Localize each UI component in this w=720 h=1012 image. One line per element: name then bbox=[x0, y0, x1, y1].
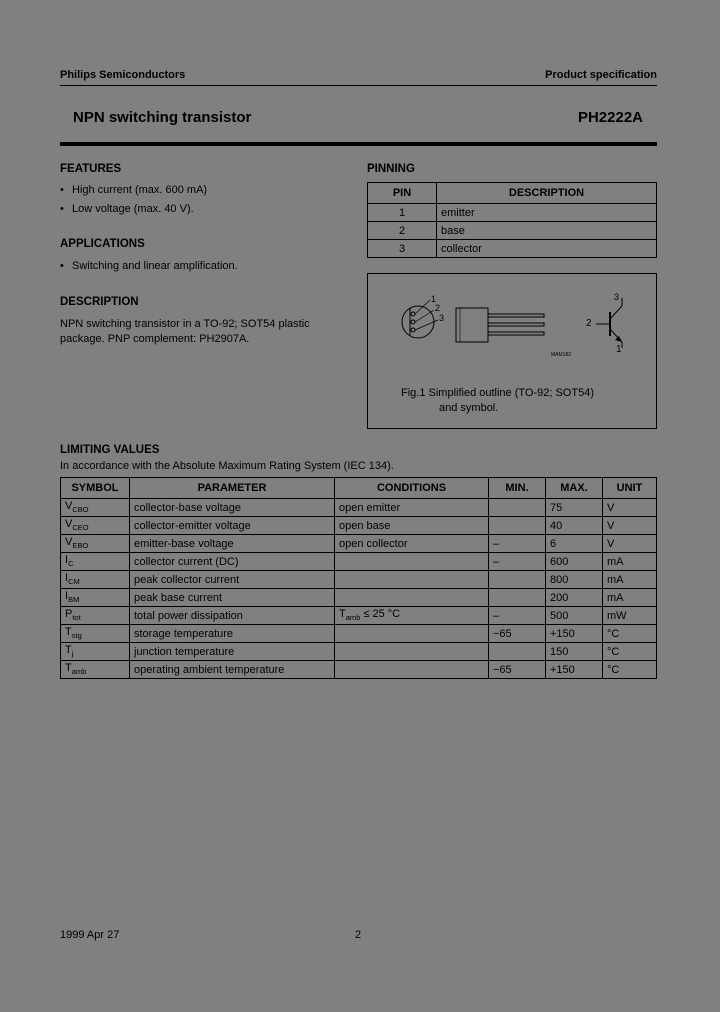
conditions-cell bbox=[335, 571, 489, 589]
max-cell: 40 bbox=[546, 517, 603, 535]
application-item: • Switching and linear amplification. bbox=[60, 260, 238, 272]
max-cell: 75 bbox=[546, 499, 603, 517]
product-title: NPN switching transistor bbox=[73, 109, 252, 126]
outline-pin-label: 1 bbox=[431, 294, 437, 304]
min-cell: – bbox=[489, 553, 546, 571]
conditions-cell bbox=[335, 643, 489, 661]
min-cell bbox=[489, 571, 546, 589]
pin-description: collector bbox=[437, 240, 657, 258]
table-row bbox=[368, 240, 657, 258]
column-header: MIN. bbox=[489, 478, 546, 499]
symbol-cell: $V_{EBO}$ bbox=[61, 535, 130, 553]
min-cell: −65 bbox=[489, 661, 546, 679]
package-side-body bbox=[456, 308, 488, 342]
symbol-cell: $I_{BM}$ bbox=[61, 589, 130, 607]
limiting-values-heading: LIMITING VALUES bbox=[60, 444, 160, 456]
pin-dot bbox=[411, 312, 415, 316]
max-cell: 6 bbox=[546, 535, 603, 553]
pin-description: base bbox=[437, 222, 657, 240]
pinning-heading: PINNING bbox=[367, 163, 415, 175]
emitter-arrow bbox=[615, 336, 622, 342]
pin-number: 3 bbox=[368, 240, 437, 258]
min-cell bbox=[489, 499, 546, 517]
parameter-cell: collector current (DC) bbox=[130, 553, 335, 571]
pin-dot bbox=[411, 320, 415, 324]
parameter-cell: collector-emitter voltage bbox=[130, 517, 335, 535]
pin-dot bbox=[411, 328, 415, 332]
max-cell: 200 bbox=[546, 589, 603, 607]
max-cell: 150 bbox=[546, 643, 603, 661]
feature-item: • Low voltage (max. 40 V). bbox=[60, 203, 194, 215]
unit-cell: V bbox=[603, 535, 657, 553]
pin-description: emitter bbox=[437, 204, 657, 222]
symbol-emitter-label: 1 bbox=[616, 344, 622, 355]
max-cell: +150 bbox=[546, 625, 603, 643]
conditions-cell: open emitter bbox=[335, 499, 489, 517]
table-row bbox=[61, 625, 657, 643]
table-row bbox=[61, 553, 657, 571]
company-name: Philips Semiconductors bbox=[60, 69, 186, 81]
symbol-cell: $I_{CM}$ bbox=[61, 571, 130, 589]
unit-cell: mA bbox=[603, 571, 657, 589]
unit-cell: mW bbox=[603, 607, 657, 625]
max-cell: +150 bbox=[546, 661, 603, 679]
leader-line bbox=[415, 320, 438, 330]
table-row bbox=[61, 589, 657, 607]
column-header: SYMBOL bbox=[61, 478, 130, 499]
symbol-cell: $P_{tot}$ bbox=[61, 607, 130, 625]
conditions-cell bbox=[335, 589, 489, 607]
conditions-cell bbox=[335, 625, 489, 643]
min-cell: – bbox=[489, 535, 546, 553]
unit-cell: °C bbox=[603, 643, 657, 661]
symbol-cell: $V_{CEO}$ bbox=[61, 517, 130, 535]
column-header: CONDITIONS bbox=[335, 478, 489, 499]
min-cell bbox=[489, 517, 546, 535]
figure-ref-code: MAM182 bbox=[551, 352, 572, 358]
pinning-table bbox=[367, 182, 657, 258]
max-cell: 800 bbox=[546, 571, 603, 589]
table-row bbox=[61, 517, 657, 535]
conditions-cell: $T_{amb} \le 25$ °C bbox=[335, 607, 489, 625]
conditions-cell: open collector bbox=[335, 535, 489, 553]
max-cell: 500 bbox=[546, 607, 603, 625]
symbol-cell: $T_{stg}$ bbox=[61, 625, 130, 643]
symbol-cell: $V_{CBO}$ bbox=[61, 499, 130, 517]
unit-cell: mA bbox=[603, 589, 657, 607]
description-column-header: DESCRIPTION bbox=[437, 183, 657, 204]
parameter-cell: storage temperature bbox=[130, 625, 335, 643]
min-cell bbox=[489, 643, 546, 661]
conditions-cell: open base bbox=[335, 517, 489, 535]
feature-item: • High current (max. 600 mA) bbox=[60, 184, 208, 196]
parameter-cell: operating ambient temperature bbox=[130, 661, 335, 679]
unit-cell: V bbox=[603, 499, 657, 517]
applications-heading: APPLICATIONS bbox=[60, 238, 145, 250]
title-rule bbox=[60, 142, 657, 146]
conditions-cell bbox=[335, 661, 489, 679]
table-row bbox=[61, 607, 657, 625]
lead bbox=[488, 323, 544, 326]
pin-number: 1 bbox=[368, 204, 437, 222]
footer-date: 1999 Apr 27 bbox=[60, 929, 120, 941]
min-cell bbox=[489, 589, 546, 607]
features-heading: FEATURES bbox=[60, 163, 122, 175]
table-row bbox=[61, 661, 657, 679]
table-row bbox=[61, 499, 657, 517]
column-header: MAX. bbox=[546, 478, 603, 499]
column-header: PARAMETER bbox=[130, 478, 335, 499]
lead bbox=[488, 332, 544, 335]
limiting-values-note: In accordance with the Absolute Maximum Rating System (IEC 134). bbox=[60, 460, 394, 472]
pin-number: 2 bbox=[368, 222, 437, 240]
parameter-cell: junction temperature bbox=[130, 643, 335, 661]
outline-pin-label: 3 bbox=[439, 313, 445, 323]
part-number: PH2222A bbox=[577, 109, 643, 126]
symbol-cell: $T_{amb}$ bbox=[61, 661, 130, 679]
symbol-collector-label: 3 bbox=[614, 292, 620, 302]
min-cell: −65 bbox=[489, 625, 546, 643]
parameter-cell: peak collector current bbox=[130, 571, 335, 589]
column-header: UNIT bbox=[603, 478, 657, 499]
leader-line bbox=[415, 300, 430, 314]
lead bbox=[488, 314, 544, 317]
figure-caption: Fig.1 Simplified outline (TO-92; SOT54) and symbol. bbox=[401, 387, 594, 414]
min-cell: – bbox=[489, 607, 546, 625]
symbol-cell: $I_C$ bbox=[61, 553, 130, 571]
figure-box bbox=[367, 273, 657, 429]
pin-column-header: PIN bbox=[368, 183, 437, 204]
parameter-cell: peak base current bbox=[130, 589, 335, 607]
parameter-cell: collector-base voltage bbox=[130, 499, 335, 517]
table-row bbox=[61, 571, 657, 589]
doc-type: Product specification bbox=[545, 69, 657, 81]
max-cell: 600 bbox=[546, 553, 603, 571]
conditions-cell bbox=[335, 553, 489, 571]
unit-cell: V bbox=[603, 517, 657, 535]
collector-lead bbox=[610, 306, 622, 319]
symbol-base-label: 2 bbox=[586, 318, 592, 329]
unit-cell: °C bbox=[603, 661, 657, 679]
limiting-values-table bbox=[60, 477, 657, 679]
symbol-cell: $T_j$ bbox=[61, 643, 130, 661]
table-row bbox=[368, 222, 657, 240]
header-rule bbox=[60, 85, 657, 86]
table-row bbox=[61, 643, 657, 661]
table-row bbox=[61, 535, 657, 553]
parameter-cell: total power dissipation bbox=[130, 607, 335, 625]
parameter-cell: emitter-base voltage bbox=[130, 535, 335, 553]
outline-pin-label: 2 bbox=[435, 303, 441, 313]
unit-cell: °C bbox=[603, 625, 657, 643]
page-number: 2 bbox=[355, 929, 362, 941]
table-row bbox=[368, 204, 657, 222]
unit-cell: mA bbox=[603, 553, 657, 571]
description-heading: DESCRIPTION bbox=[60, 296, 139, 308]
description-text: NPN switching transistor in a TO-92; SOT54 plastic package. PNP complement: PH2907A. bbox=[60, 318, 310, 345]
